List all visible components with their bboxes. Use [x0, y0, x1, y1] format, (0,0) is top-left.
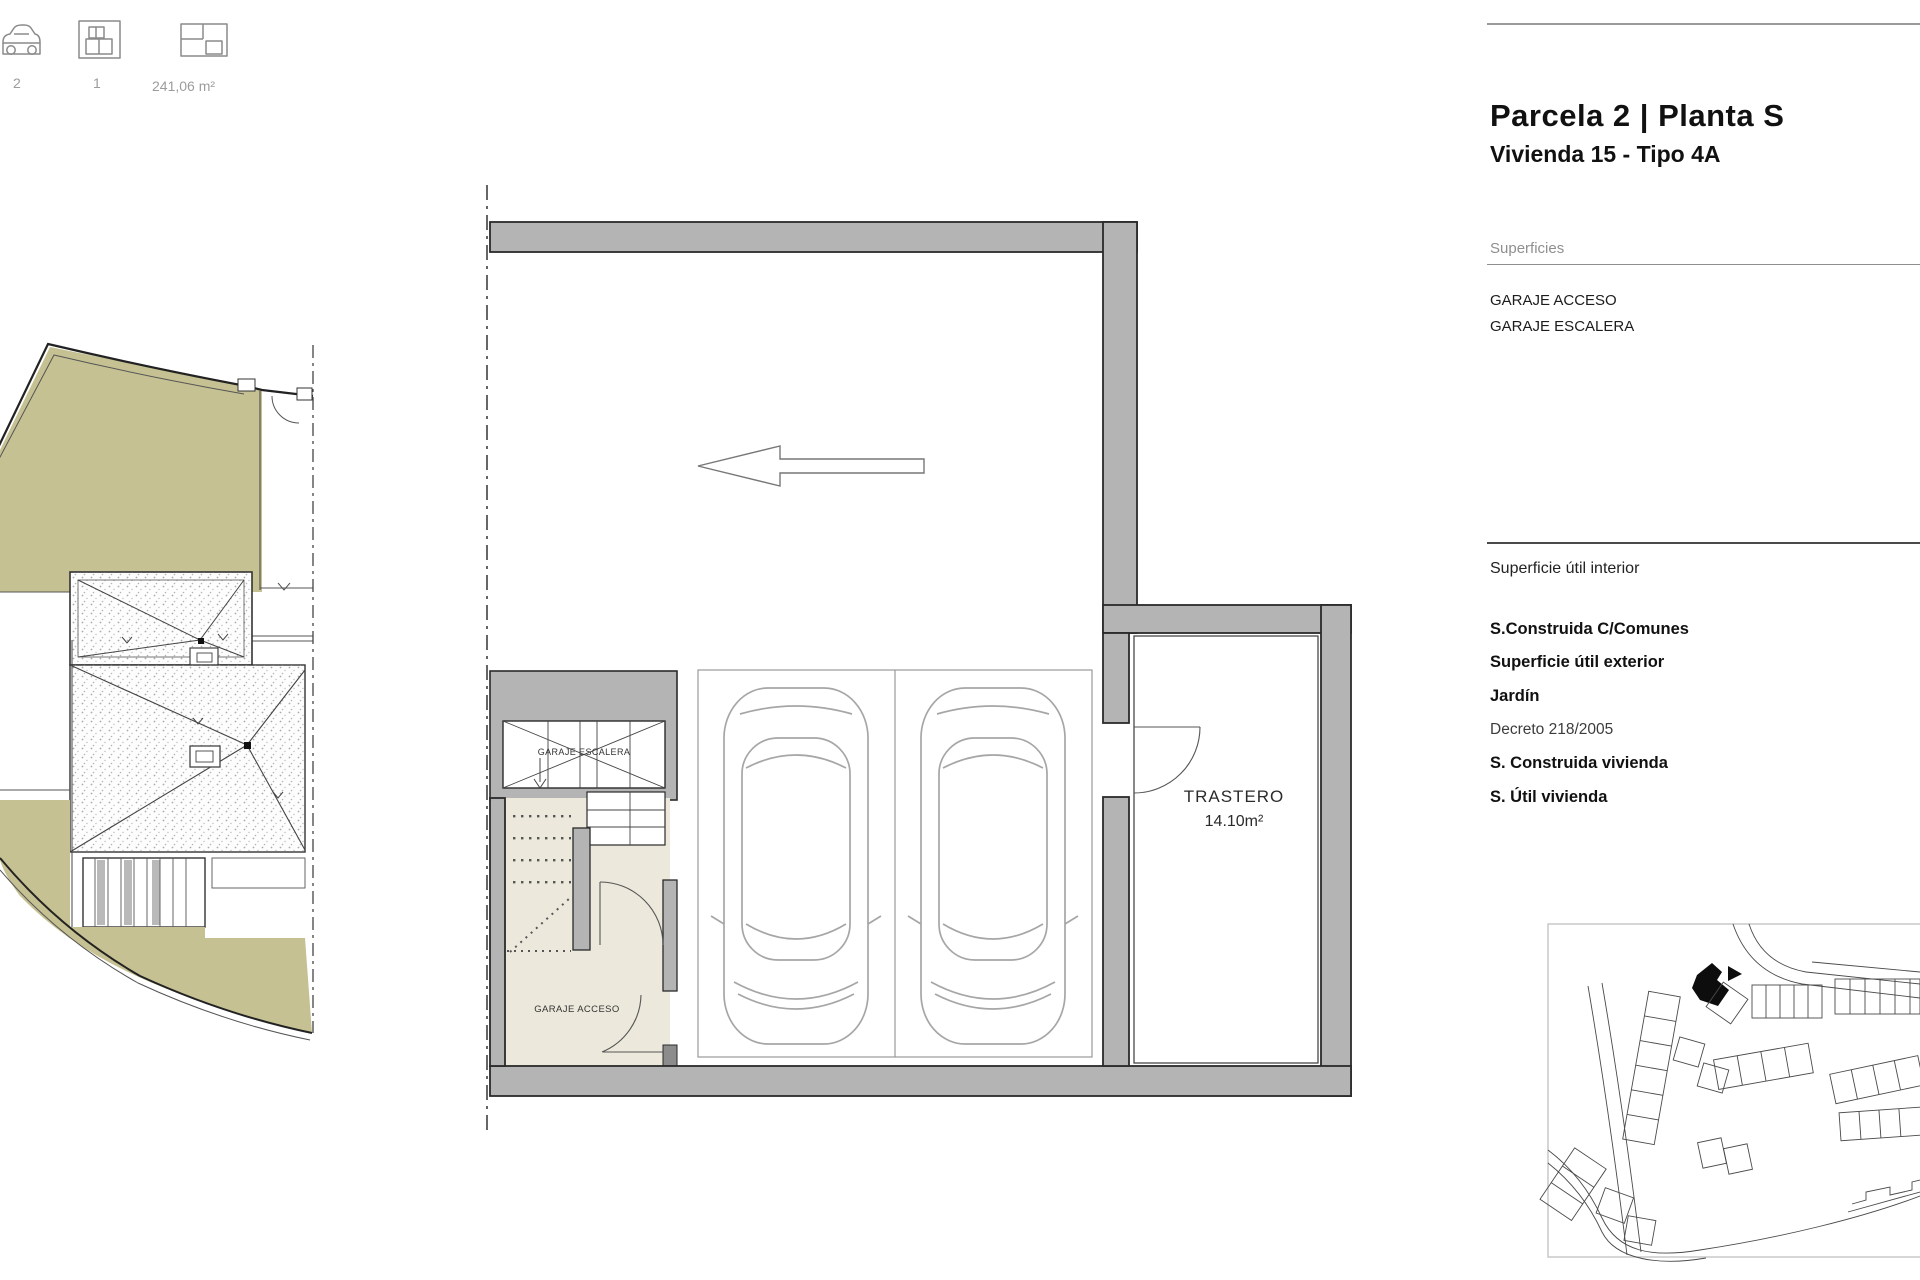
site-minimap — [1540, 924, 1920, 1261]
page-title: Parcela 2 | Planta S — [1490, 98, 1785, 133]
door-jamb-block — [663, 1045, 677, 1066]
interior-heading: Superficie útil interior — [1490, 560, 1640, 577]
storage-icon — [79, 21, 120, 58]
surfaces-rule — [1487, 264, 1920, 265]
direction-arrow — [698, 446, 924, 486]
detail-row: Jardín — [1490, 687, 1540, 705]
built-area-label: 241,06 m² — [152, 78, 216, 94]
door-stub-wall-right — [663, 880, 677, 991]
summary-icons — [3, 21, 227, 94]
page-subtitle: Vivienda 15 - Tipo 4A — [1490, 141, 1721, 167]
wall-storage-left-b — [1103, 797, 1129, 1066]
wall-top — [490, 222, 1137, 252]
small-door-arc — [272, 396, 299, 423]
parking-count: 2 — [13, 75, 21, 91]
stairs-label: GARAJE ESCALERA — [537, 747, 631, 757]
detail-row: Decreto 218/2005 — [1490, 721, 1614, 738]
surface-row: GARAJE ACCESO — [1490, 292, 1617, 309]
top-rule — [1487, 23, 1920, 25]
main-floor-plan — [487, 185, 1351, 1135]
roof-upper — [70, 572, 252, 667]
wall-right-upper — [1103, 222, 1137, 633]
storage-count: 1 — [93, 75, 101, 91]
access-label: GARAJE ACCESO — [534, 1004, 620, 1015]
storage-area-label: 14.10m² — [1204, 813, 1264, 830]
pergola-deck — [83, 858, 305, 927]
storage-label: TRASTERO — [1183, 787, 1285, 806]
detail-row: S. Construida vivienda — [1490, 754, 1668, 772]
left-site-plan — [0, 344, 313, 1040]
interior-rule — [1487, 542, 1920, 544]
detail-row: S.Construida C/Comunes — [1490, 620, 1689, 638]
wall-left-lower — [490, 798, 505, 1066]
wall-right-lower — [1321, 605, 1351, 1096]
wall-storage-left-a — [1103, 633, 1129, 723]
car-icon — [3, 25, 40, 54]
parking-bays — [698, 670, 1092, 1057]
storage-room — [1134, 636, 1318, 1063]
detail-row: S. Útil vivienda — [1490, 788, 1608, 806]
wall-step — [1103, 605, 1351, 633]
surfaces-section-title: Superficies — [1490, 240, 1565, 257]
floorplan-icon — [181, 24, 227, 56]
wall-bottom — [490, 1066, 1351, 1096]
door-stub-wall-left — [573, 828, 590, 950]
surface-row: GARAJE ESCALERA — [1490, 318, 1635, 335]
detail-row: Superficie útil exterior — [1490, 653, 1665, 671]
